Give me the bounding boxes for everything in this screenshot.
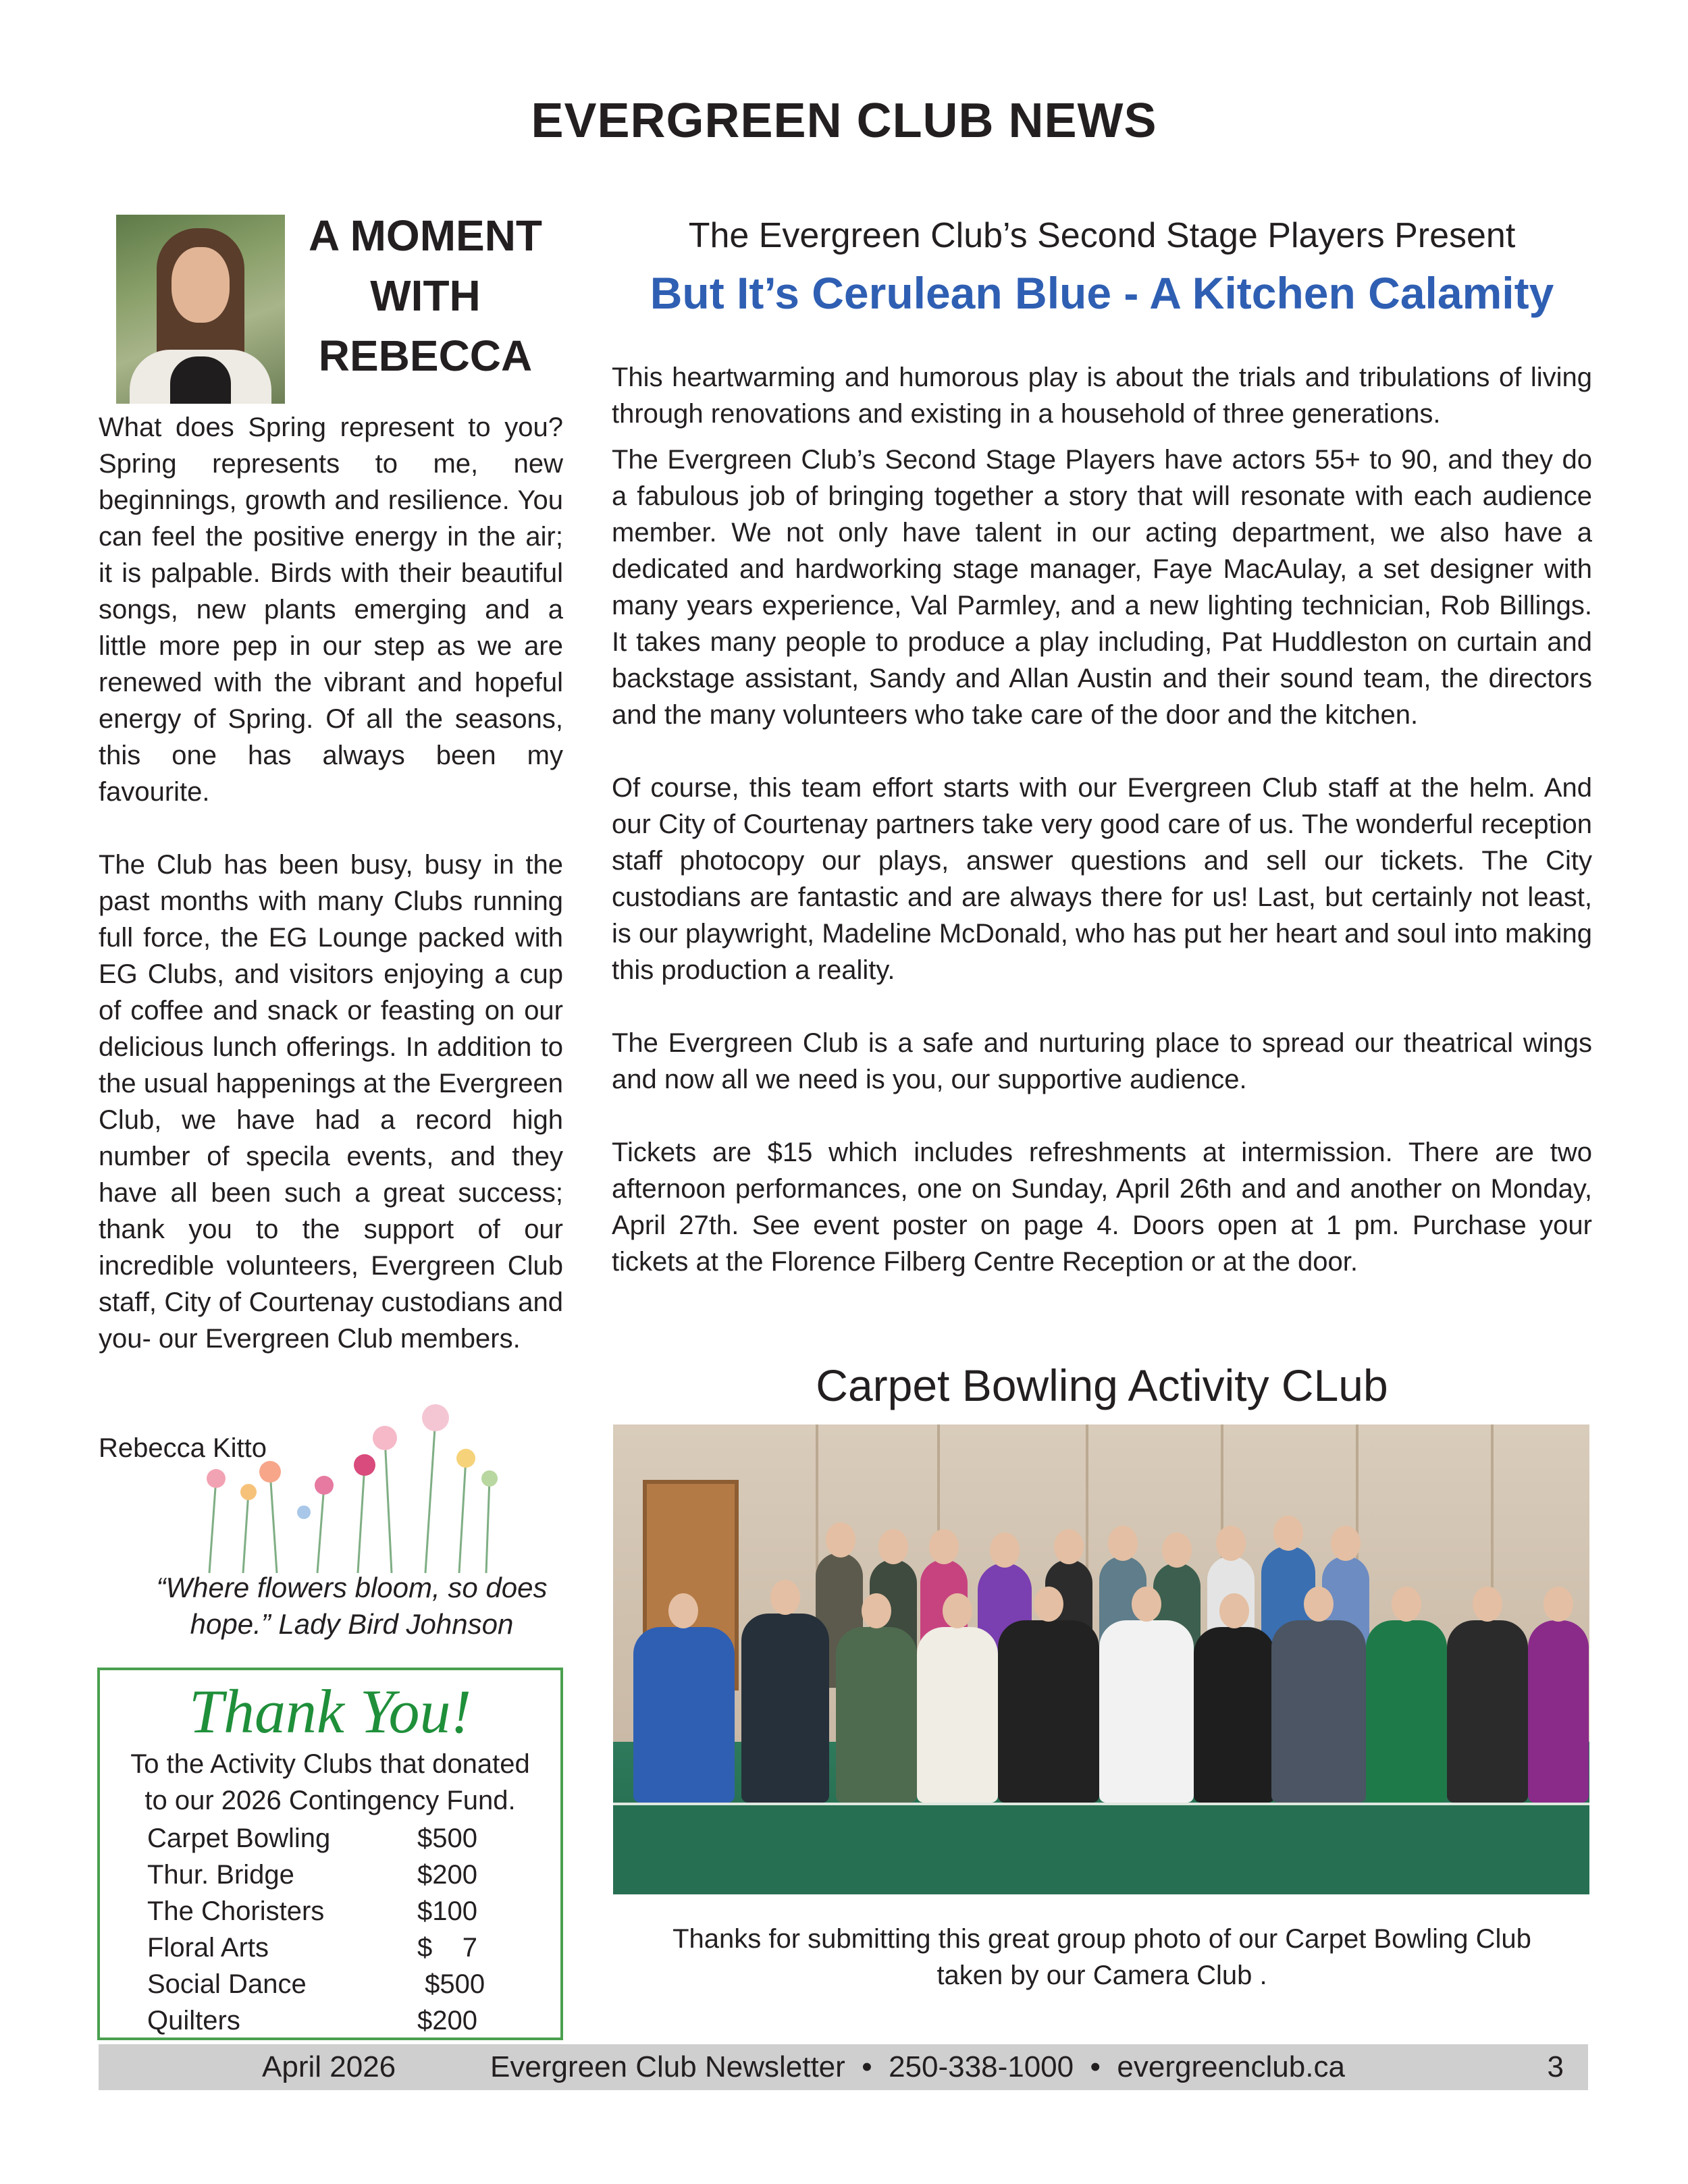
article-paragraph: Of course, this team effort starts with our Evergreen Club staff at the helm. And our City of Courtenay partners take very good care of us. The wonderful reception staff photocopy our plays, answer questions and sell our tickets. The City custodians are fantastic and are always there for us! Last, but certainly not least, is our playwright, Madeline McDonald, who has put her heart and soul into making this production a reality. — [612, 773, 1592, 985]
flowers-illustration — [169, 1377, 520, 1580]
donation-amount: $500 — [417, 1969, 485, 1999]
donation-row — [147, 1893, 525, 1929]
donation-row — [147, 1820, 525, 1857]
donation-row — [147, 1966, 525, 2002]
article-paragraph: This heartwarming and humorous play is about the trials and tribulations of living through renovations and existing in a household of three generations. — [612, 363, 1592, 429]
article-paragraph: Tickets are $15 which includes refreshments at intermission. There are two afternoon performances, one on Sunday, April 26th and and another on Monday, April 27th. See event poster on page 4. Doors open at 1 pm. Purchase your tickets at the Florence Filberg Centre Reception or at the door. — [612, 1138, 1592, 1277]
donation-amount: $200 — [417, 1860, 477, 1890]
rebecca-article-body — [99, 409, 563, 1393]
thank-you-intro — [100, 1746, 560, 1819]
newsletter-masthead: EVERGREEN CLUB NEWS — [531, 94, 1157, 148]
donation-row — [147, 1929, 525, 1966]
donation-club: Carpet Bowling — [147, 1823, 331, 1853]
donation-list — [147, 1820, 525, 2039]
donation-club: The Choristers — [147, 1896, 325, 1926]
donation-row — [147, 1857, 525, 1893]
donation-club: Quilters — [147, 2006, 240, 2035]
play-kicker: The Evergreen Club’s Second Stage Players Present — [688, 216, 1516, 255]
article-paragraph: The Evergreen Club’s Second Stage Players have actors 55+ to 90, and they do a fabulous job of bringing together a story that will resonate with each audience member. We not only have talent in our acting department, we also have a dedicated and hardworking stage manager, Faye MacAulay, a set designer with many years experience, Val Parmley, and a new lighting technician, Rob Billings. It takes many people to produce a play including, Pat Huddleston on curtain and backstage assistant, Sandy and Allan Austin and their sound team, the directors and the many volunteers who take care of the door and the kitchen. — [612, 445, 1592, 730]
intro-line: To the Activity Clubs that donated — [130, 1749, 530, 1779]
intro-line: to our 2026 Contingency Fund. — [144, 1786, 516, 1815]
carpet-bowling-heading: Carpet Bowling Activity CLub — [816, 1360, 1388, 1410]
photo-caption — [612, 1921, 1592, 1994]
carpet-bowling-group-photo — [613, 1424, 1589, 1894]
article-paragraph: The Evergreen Club is a safe and nurturing place to spread our theatrical wings and now all we need is you, our supportive audience. — [612, 1028, 1592, 1094]
donation-amount: $100 — [417, 1896, 477, 1926]
page-number: 3 — [1547, 2050, 1564, 2083]
heading-line: REBECCA — [318, 331, 533, 380]
caption-line: Thanks for submitting this great group photo of our Carpet Bowling Club — [672, 1924, 1531, 1954]
lady-bird-johnson-quote — [99, 1570, 605, 1643]
quote-line: hope.” Lady Bird Johnson — [190, 1608, 514, 1640]
donation-row — [147, 2002, 525, 2039]
donation-club: Floral Arts — [147, 1933, 269, 1963]
article-paragraph: The Club has been busy, busy in the past months with many Clubs running full force, the EG Lounge packed with EG Clubs, and visitors enjoying a cup of coffee and snack or feasting on our delicious lunch offerings. In addition to the usual happenings at the Evergreen Club, we have had a record high number of specila events, and they have all been such a great success; thank you to the support of our incredible volunteers, Evergreen Club staff, City of Courtenay custodians and you- our Evergreen Club members. — [99, 850, 563, 1354]
article-paragraph: What does Spring represent to you? Spring represents to me, new beginnings, growth and resilience. You can feel the positive energy in the air; it is palpable. Birds with their beautiful songs, new plants emerging and a little more pep in our step as we are renewed with the vibrant and hopeful energy of Spring. Of all the seasons, this one has always been my favourite. — [99, 412, 563, 807]
donation-club: Social Dance — [147, 1969, 307, 1999]
heading-line: WITH — [370, 271, 481, 320]
thank-you-title: Thank You! — [188, 1677, 472, 1746]
donation-amount: $500 — [417, 1823, 477, 1853]
donation-club: Thur. Bridge — [147, 1860, 294, 1890]
heading-line: A MOMENT — [308, 211, 543, 260]
moment-with-rebecca-heading — [284, 206, 567, 386]
caption-line: taken by our Camera Club . — [937, 1961, 1267, 1990]
newsletter-footer — [99, 2044, 1588, 2090]
article-signature: Rebecca Kitto — [99, 1433, 267, 1463]
rebecca-portrait-photo — [116, 215, 285, 404]
footer-contact: Evergreen Club Newsletter • 250-338-1000 • evergreenclub.ca — [490, 2050, 1345, 2083]
thank-you-box — [97, 1668, 563, 2040]
play-article-body — [612, 359, 1592, 1280]
footer-date: April 2026 — [262, 2050, 396, 2083]
donation-amount: $200 — [417, 2006, 477, 2035]
donation-amount: $ 7 — [417, 1933, 477, 1963]
quote-line: “Where flowers bloom, so does — [156, 1572, 548, 1603]
play-title: But It’s Cerulean Blue - A Kitchen Calamity — [650, 268, 1554, 318]
